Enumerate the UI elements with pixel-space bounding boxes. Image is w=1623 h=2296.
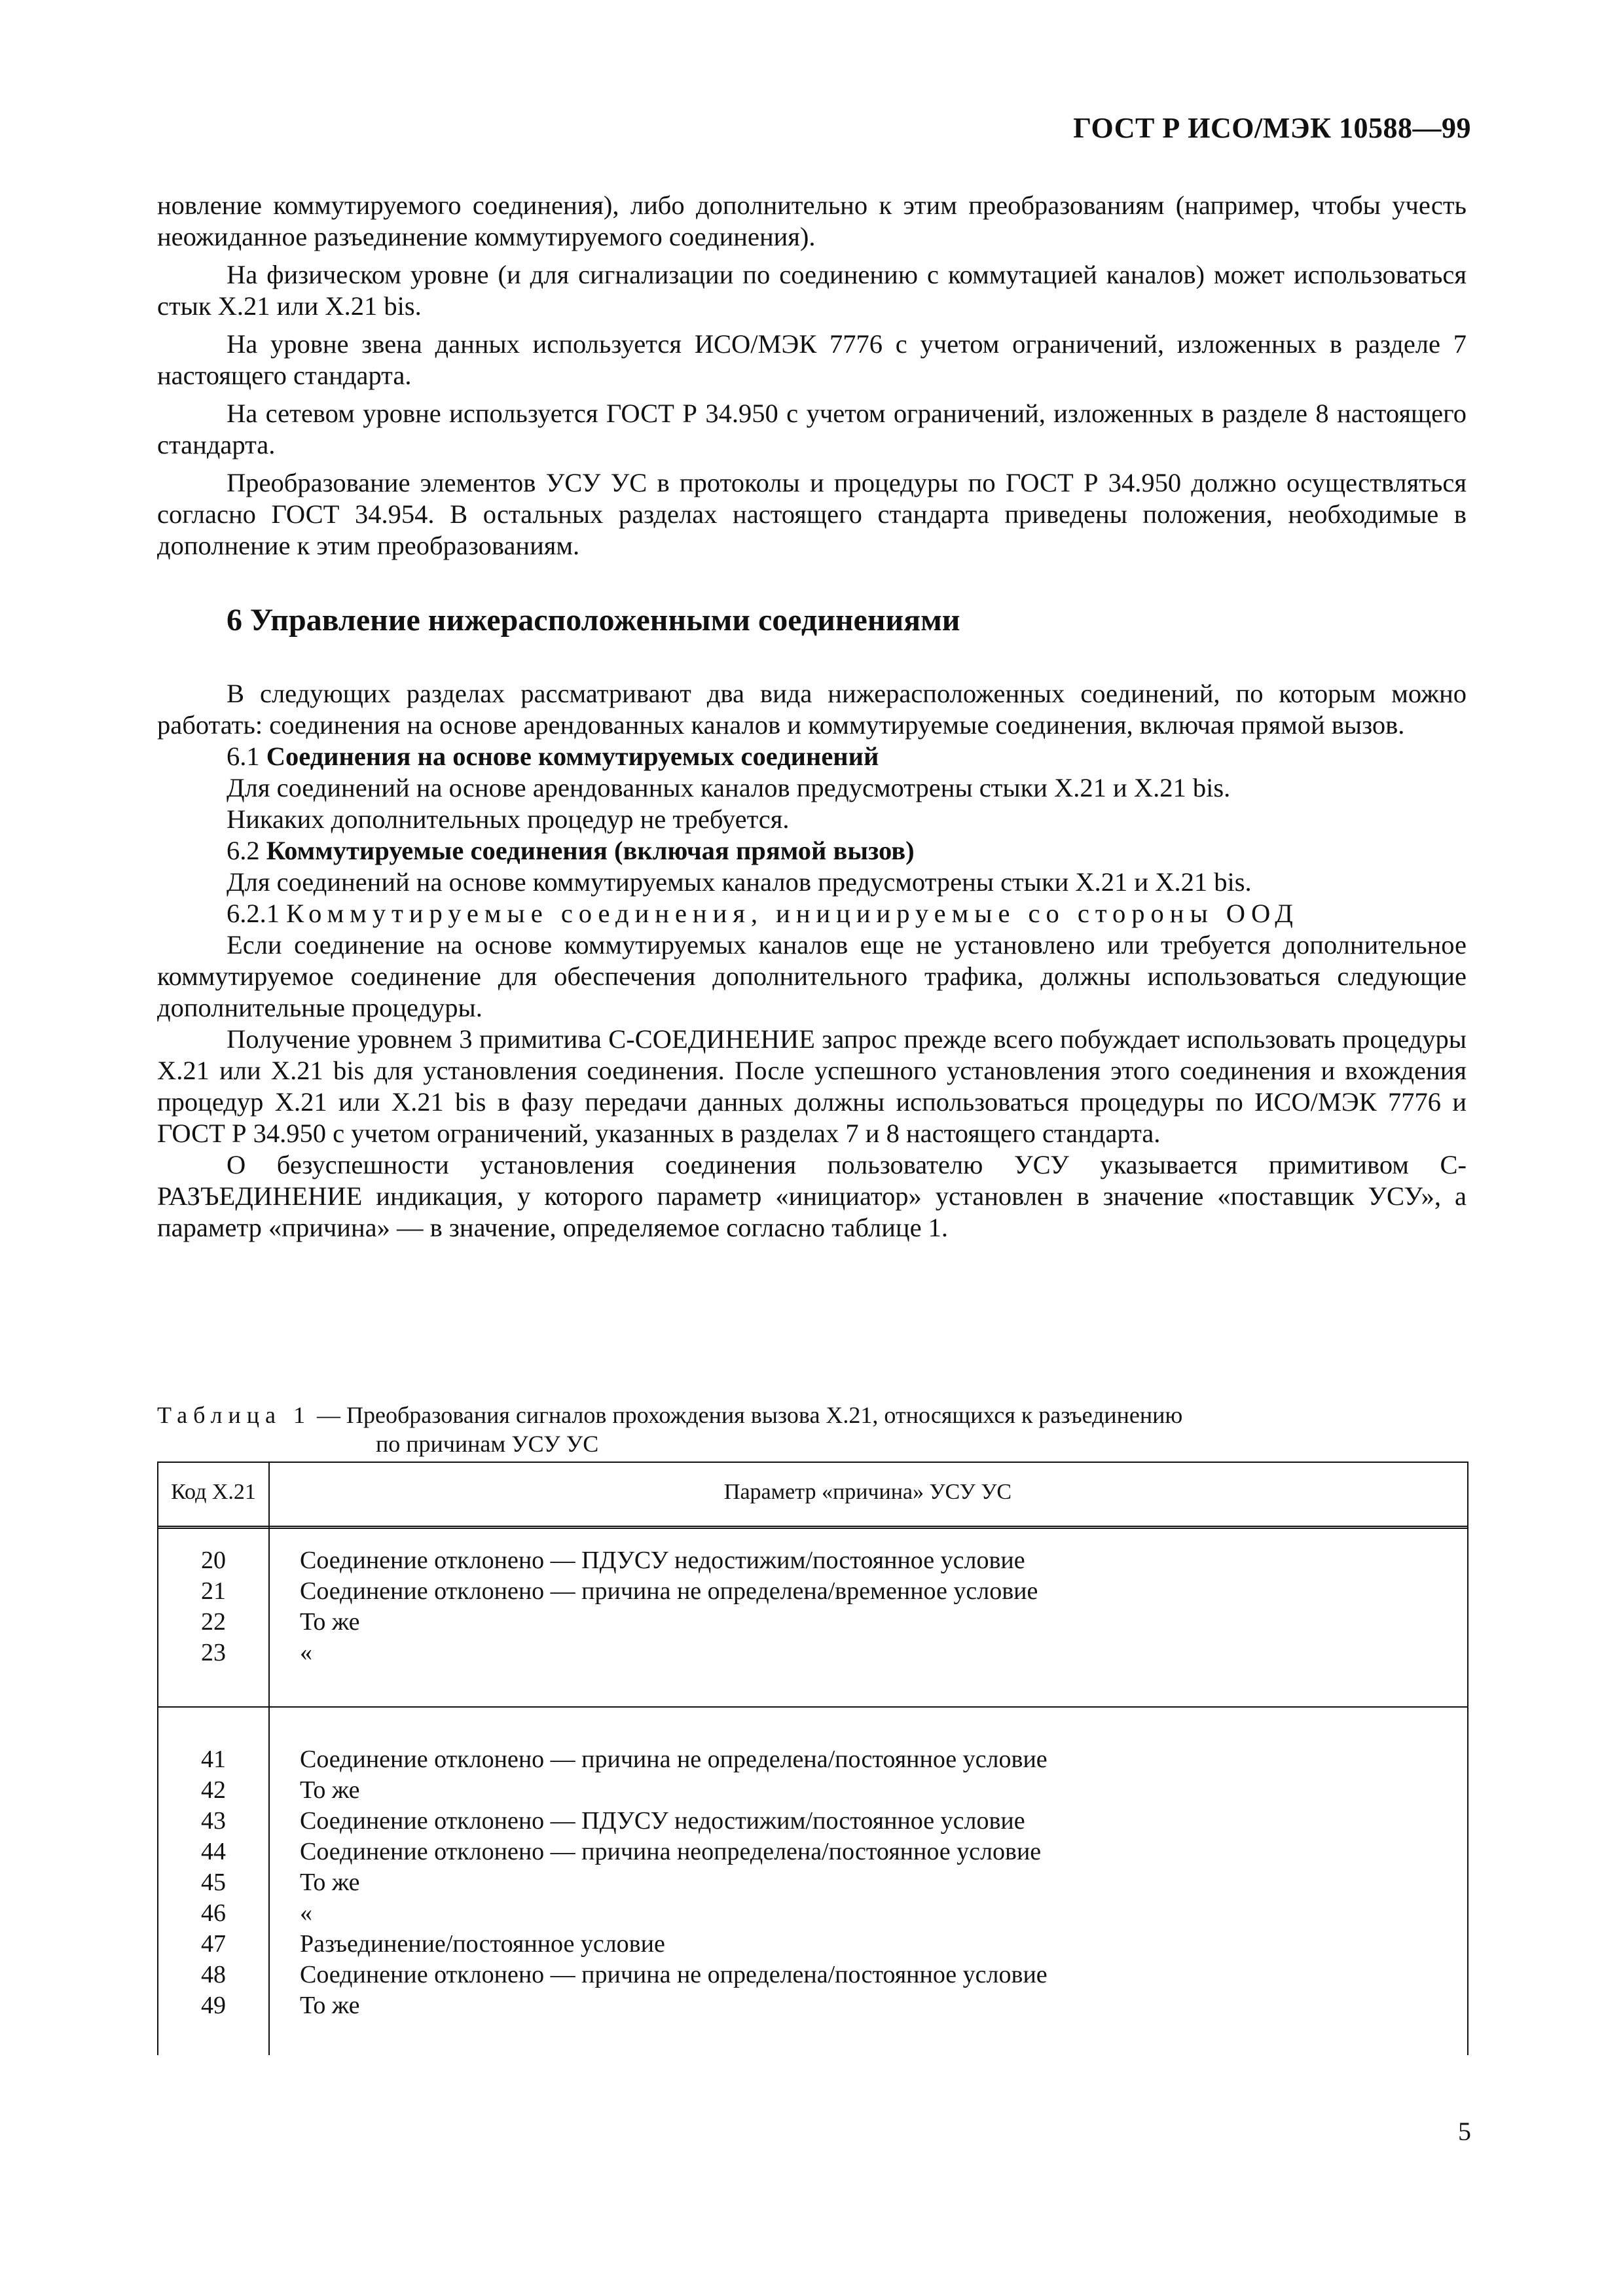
code-cell: 45 <box>201 1869 226 1896</box>
subsection-number: 6.2.1 <box>227 899 287 928</box>
column-header-reason: Параметр «причина» УСУ УС <box>723 1480 1012 1504</box>
group-divider <box>158 1706 1467 1708</box>
reason-cell: То же <box>300 1608 360 1636</box>
paragraph: Получение уровнем 3 примитива С-СОЕДИНЕНИЕ запрос прежде всего побуждает использовать процедуры X.21 или X.21 bis для установления соединения. После успешного установления этого соединения и вхождения процедур X.21 или X.21 bis в фазу передачи данных должны использоваться процедуры по ИСО/МЭК 7776 и ГОСТ Р 34.950 с учетом ограничений, указанных в разделах 7 и 8 настоящего стандарта. <box>157 1024 1467 1148</box>
paragraph: На физическом уровне (и для сигнализации по соединению с коммутацией каналов) может использоваться стык X.21 или X.21 bis. <box>157 260 1467 321</box>
paragraph: Преобразование элементов УСУ УС в протоколы и процедуры по ГОСТ Р 34.950 должно осуществляться согласно ГОСТ 34.954. В остальных разделах настоящего стандарта приведены положения, необходимые в дополнение к этим преобразованиям. <box>157 468 1467 560</box>
column-header-code: Код X.21 <box>171 1480 256 1504</box>
code-cell: 20 <box>201 1547 226 1574</box>
reason-cell: То же <box>300 1776 360 1804</box>
reason-cell: « <box>300 1899 312 1927</box>
section6-text <box>157 678 1467 1244</box>
paragraph: О безуспешности установления соединения пользователю УСУ указывается примитивом С-РАЗЪЕДИНЕНИЕ индикация, у которого параметр «инициатор» установлен в значение «поставщик УСУ», а параметр «причина» — в значение, определяемое согласно таблице 1. <box>157 1150 1467 1242</box>
table <box>157 1462 1468 2055</box>
subsection-title: Соединения на основе коммутируемых соединений <box>266 742 879 771</box>
header-divider <box>158 1526 1467 1532</box>
group1-descs <box>300 1545 1038 1668</box>
reason-cell: Соединение отклонено — причина неопределена/постоянное условие <box>300 1838 1042 1865</box>
paragraph: новление коммутируемого соединения), либо дополнительно к этим преобразованиям (например, чтобы учесть неожиданное разъединение коммутируемого соединения). <box>157 190 1467 251</box>
section-heading: 6 Управление нижерасположенными соединениями <box>227 603 960 637</box>
paragraph: Для соединений на основе арендованных каналов предусмотрены стыки X.21 и X.21 bis. <box>227 773 1231 802</box>
subsection-title: Коммутируемые соединения (включая прямой вызов) <box>266 836 915 865</box>
code-cell: 23 <box>201 1639 226 1666</box>
code-cell: 48 <box>201 1961 226 1988</box>
page-number: 5 <box>1458 2117 1471 2146</box>
group1-codes <box>158 1545 268 1668</box>
reason-cell: То же <box>300 1992 360 2019</box>
paragraph: На уровне звена данных используется ИСО/МЭК 7776 с учетом ограничений, изложенных в разделе 7 настоящего стандарта. <box>157 329 1467 390</box>
subsection-6-1 <box>157 741 1467 772</box>
code-cell: 43 <box>201 1807 226 1835</box>
code-cell: 46 <box>201 1899 226 1927</box>
reason-cell: То же <box>300 1869 360 1896</box>
subsection-number: 6.2 <box>227 836 266 865</box>
column-divider <box>268 1463 270 2055</box>
reason-cell: Соединение отклонено — причина не определена/постоянное условие <box>300 1746 1048 1773</box>
group2-descs <box>300 1744 1048 2021</box>
reason-cell: Соединение отклонено — причина не определена/постоянное условие <box>300 1961 1048 1988</box>
table-caption <box>157 1401 1401 1458</box>
reason-cell: Соединение отклонено — ПДУСУ недостижим/постоянное условие <box>300 1807 1025 1835</box>
group2-codes <box>158 1744 268 2021</box>
subsection-title: Коммутируемые соединения, инициируемые со стороны ООД <box>286 899 1299 928</box>
paragraph: На сетевом уровне используется ГОСТ Р 34.950 с учетом ограничений, изложенных в разделе 8 настоящего стандарта. <box>157 399 1467 459</box>
document-header: ГОСТ Р ИСО/МЭК 10588—99 <box>1073 112 1471 144</box>
code-cell: 21 <box>201 1577 226 1605</box>
code-cell: 22 <box>201 1608 226 1636</box>
reason-cell: Соединение отклонено — причина не определена/временное условие <box>300 1577 1038 1605</box>
code-cell: 47 <box>201 1930 226 1958</box>
table-label: Таблица 1 <box>157 1402 311 1428</box>
subsection-number: 6.1 <box>227 742 266 771</box>
table-title-line2: по причинам УСУ УС <box>376 1431 599 1457</box>
subsection-6-2-1 <box>157 898 1467 929</box>
reason-cell: « <box>300 1639 312 1666</box>
intro-text <box>157 190 1467 562</box>
code-cell: 49 <box>201 1992 226 2019</box>
reason-cell: Соединение отклонено — ПДУСУ недостижим/постоянное условие <box>300 1547 1025 1574</box>
reason-cell: Разъединение/постоянное условие <box>300 1930 665 1958</box>
code-cell: 42 <box>201 1776 226 1804</box>
paragraph: В следующих разделах рассматривают два вида нижерасположенных соединений, по которым можно работать: соединения на основе арендованных каналов и коммутируемые соединения, включая прямой вызов. <box>157 679 1467 740</box>
paragraph: Если соединение на основе коммутируемых каналов еще не установлено или требуется дополнительное коммутируемое соединение для обеспечения дополнительного трафика, должны использоваться следующие дополнительные процедуры. <box>157 930 1467 1022</box>
paragraph: Для соединений на основе коммутируемых каналов предусмотрены стыки X.21 и X.21 bis. <box>227 867 1252 897</box>
paragraph: Никаких дополнительных процедур не требуется. <box>227 804 790 834</box>
code-cell: 41 <box>201 1746 226 1773</box>
code-cell: 44 <box>201 1838 226 1865</box>
subsection-6-2 <box>157 835 1467 867</box>
table-title: — Преобразования сигналов прохождения вызова X.21, относящихся к разъединению <box>310 1402 1183 1428</box>
